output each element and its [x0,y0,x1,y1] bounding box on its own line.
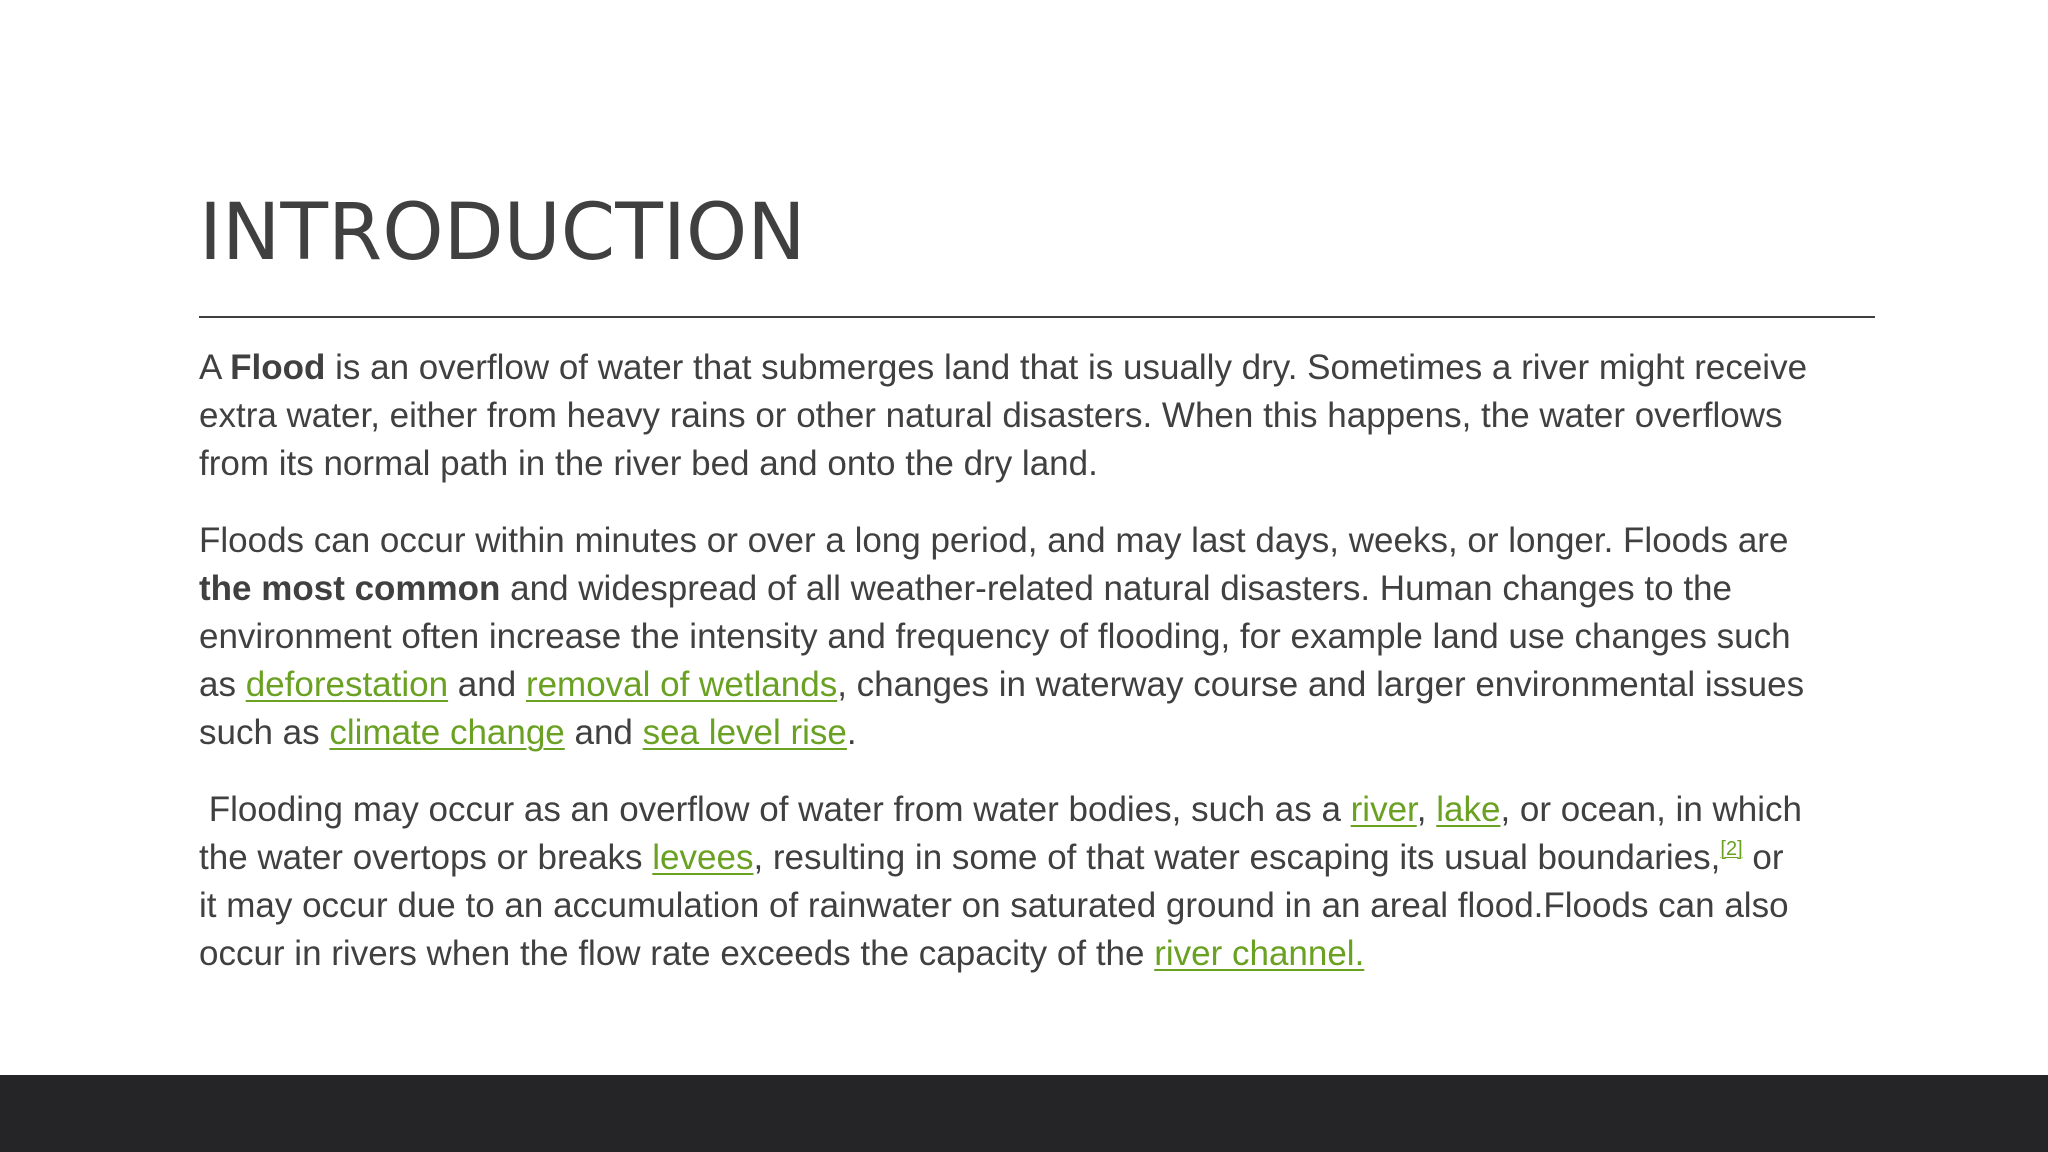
link-lake[interactable]: lake [1436,790,1501,829]
bold-most-common: the most common [199,569,501,608]
text-line: A Flood is an overflow of water that submerges land that is usually dry. Sometimes a river might receive [199,348,1808,387]
text-line: it may occur due to an accumulation of rainwater on saturated ground in an areal flood.Floods can also [199,886,1789,925]
link-climate-change[interactable]: climate change [329,713,565,752]
text-line: environment often increase the intensity and frequency of flooding, for example land use changes such [199,617,1791,656]
text-line: occur in rivers when the flow rate exceeds the capacity of the river channel. [199,934,1365,973]
link-reference-2[interactable]: [2] [1720,838,1743,860]
paragraph-occurrence [199,517,1889,757]
link-river[interactable]: river [1350,790,1417,829]
text-line: Flooding may occur as an overflow of water from water bodies, such as a river, lake, or ocean, in which [199,790,1802,829]
link-levees[interactable]: levees [652,838,754,877]
text-line: Floods can occur within minutes or over a long period, and may last days, weeks, or longer. Floods are [199,521,1789,560]
text-line: such as climate change and sea level rise. [199,713,857,752]
link-sea-level-rise[interactable]: sea level rise [642,713,847,752]
text-line: as deforestation and removal of wetlands, changes in waterway course and larger environmental issues [199,665,1805,704]
text-line: the most common and widespread of all weather-related natural disasters. Human changes to the [199,569,1732,608]
footer-band [0,1075,2048,1152]
slide-title: INTRODUCTION [199,188,806,278]
text-line: from its normal path in the river bed and onto the dry land. [199,444,1098,483]
reference-superscript [1720,838,1742,860]
text-line: the water overtops or breaks levees, resulting in some of that water escaping its usual boundaries,[2] or [199,838,1784,877]
text-line: extra water, either from heavy rains or other natural disasters. When this happens, the water overflows [199,396,1783,435]
link-deforestation[interactable]: deforestation [245,665,449,704]
slide-body [199,344,1889,1007]
link-river-channel[interactable]: river channel. [1154,934,1365,973]
title-divider [199,316,1875,318]
paragraph-definition [199,344,1889,488]
bold-term-flood: Flood [230,348,326,387]
paragraph-causes [199,786,1889,978]
link-removal-of-wetlands[interactable]: removal of wetlands [525,665,838,704]
